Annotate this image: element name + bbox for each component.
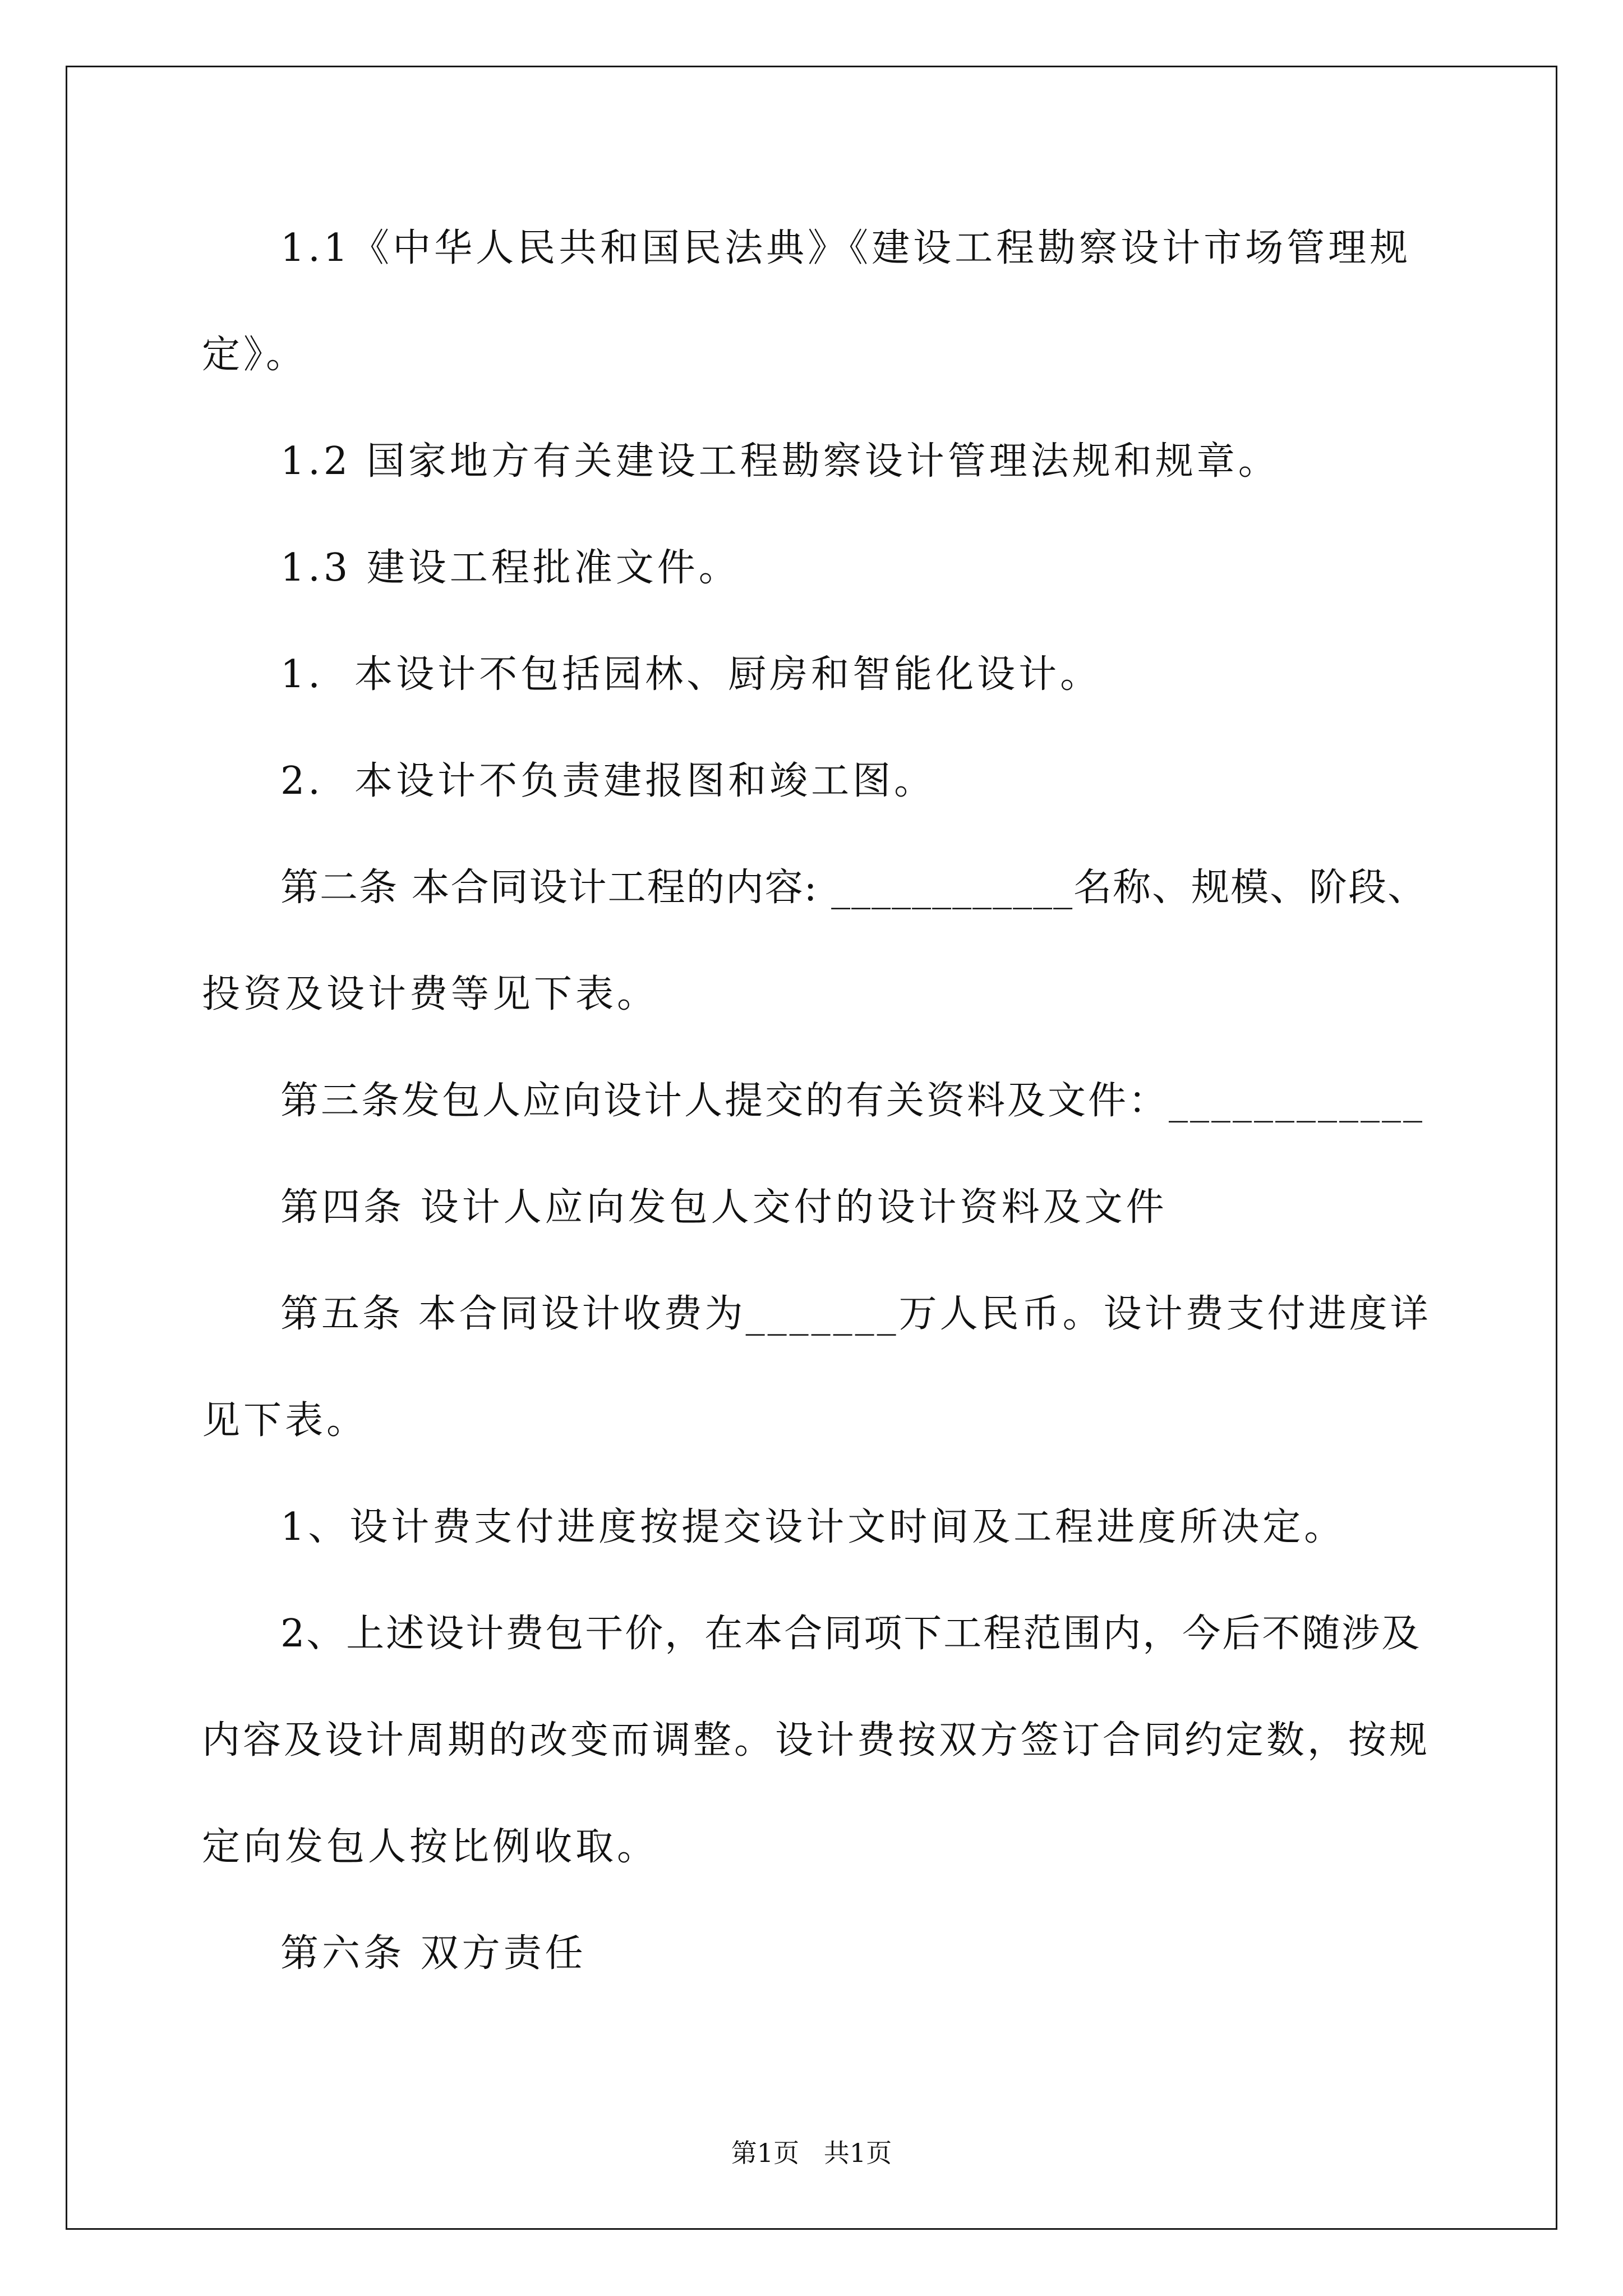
- clause-1-1-line-2: 定》。: [202, 333, 308, 377]
- article-4: 第四条 设计人应向发包人交付的设计资料及文件: [280, 1185, 1168, 1230]
- article-2-line-2: 投资及设计费等见下表。: [202, 972, 659, 1016]
- clause-1-3: 1.3 建设工程批准文件。: [280, 546, 740, 590]
- article-5-line-2: 见下表。: [202, 1398, 368, 1443]
- clause-1-2: 1.2 国家地方有关建设工程勘察设计管理法规和规章。: [280, 439, 1280, 484]
- payment-item-2-line-1: 2、上述设计费包干价，在本合同项下工程范围内，今后不随涉及: [280, 1612, 1422, 1656]
- note-1: 1. 本设计不包括园林、厨房和智能化设计。: [280, 652, 1102, 697]
- article-6-heading: 第六条 双方责任: [280, 1931, 587, 1976]
- page-number-footer: 第1页 共1页: [731, 2138, 892, 2168]
- clause-1-1-line-1: 1.1《中华人民共和国民法典》《建设工程勘察设计市场管理规: [280, 226, 1412, 270]
- payment-item-2-line-3: 定向发包人按比例收取。: [202, 1825, 659, 1869]
- article-5-line-1: 第五条 本合同设计收费为_______万人民币。设计费支付进度详: [280, 1292, 1431, 1336]
- note-2: 2. 本设计不负责建报图和竣工图。: [280, 759, 936, 803]
- payment-item-1: 1、设计费支付进度按提交设计文时间及工程进度所决定。: [280, 1505, 1346, 1549]
- article-3: 第三条发包人应向设计人提交的有关资料及文件：____________: [280, 1079, 1425, 1123]
- article-2-line-1: 第二条 本合同设计工程的内容: ____________名称、规模、阶段、: [280, 866, 1427, 910]
- page-border: [66, 66, 1557, 2230]
- payment-item-2-line-2: 内容及设计周期的改变而调整。设计费按双方签订合同约定数，按规: [202, 1718, 1431, 1763]
